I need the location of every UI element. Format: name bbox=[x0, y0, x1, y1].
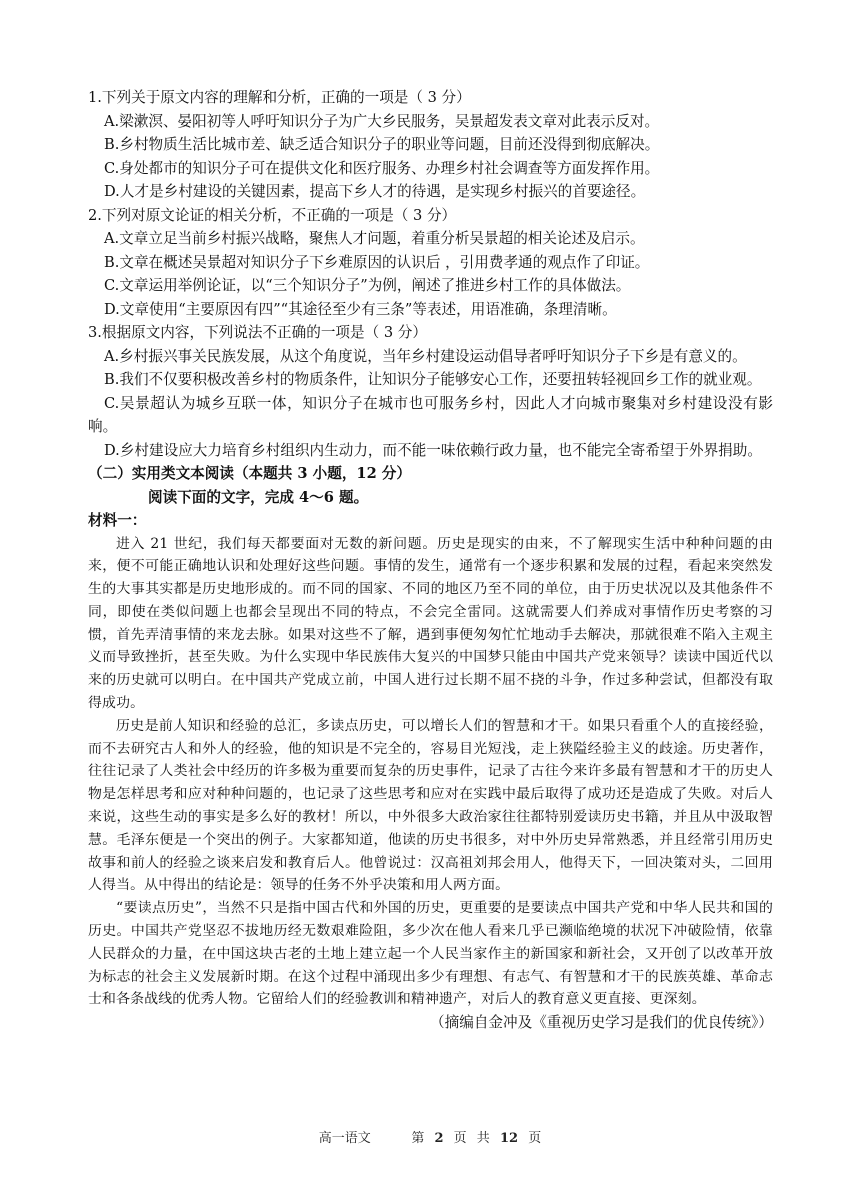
question-2-option-b: B.文章在概述吴景超对知识分子下乡难原因的认识后 ，引用费孝通的观点作了印证。 bbox=[104, 253, 650, 271]
footer-page-prefix: 第 bbox=[411, 1131, 425, 1146]
question-3-stem: 3.根据原文内容，下列说法不正确的一项是（ 3 分） bbox=[88, 324, 427, 341]
question-3-option-b: B.我们不仅要积极改善乡村的物质条件，让知识分子能够安心工作，还要扭转轻视回乡工作的就业观。 bbox=[104, 371, 762, 388]
material-paragraph-2: 历史是前人知识和经验的总汇，多读点历史，可以增长人们的智慧和才干。如果只看重个人的直接经验，而不去研究古人和外人的经验，他的知识是不完全的，容易目光短浅，走上狭隘经验主义的歧途。历史著作，往往记录了人类社会中经历的许多极为重要而复杂的历史事件，记录了古往今来许多最有智慧和才干的历史人物是怎样思考和应对种种问题的，也记录了这些思考和应对在实践中最后取得了成功还是造成了失败。对后人来说，这些生动的事实是多么好的教材！所以，中外很多大政治家往往都特别爱读历史书籍，并且从中汲取智慧。毛泽东便是一个突出的例子。大家都知道，他读的历史书很多，对中外历史异常熟悉，并且经常引用历史故事和前人的经验之谈来启发和教育后人。他曾说过：汉高祖刘邦会用人，他得天下，一回决策对头，二回用人得当。从中得出的结论是：领导的任务不外乎决策和用人两方面。 bbox=[88, 717, 773, 894]
question-1-stem: 1.下列关于原文内容的理解和分析，正确的一项是（ 3 分） bbox=[88, 89, 471, 106]
question-3-option-d: D.乡村建设应大力培育乡村组织内生动力，而不能一味依赖行政力量，也不能完全寄希望于外界捐助。 bbox=[104, 441, 762, 459]
material-paragraph-1: 进入 21 世纪，我们每天都要面对无数的新问题。历史是现实的由来，不了解现实生活中种种问题的由来，便不可能正确地认识和处理好这些问题。事情的发生，通常有一个逐步积累和发展的过程，看起来突然发生的大事其实都是历史地形成的。而不同的国家、不同的地区乃至不同的单位，由于历史状况以及其他条件不同，即使在类似问题上也都会呈现出不同的特点，不会完全雷同。这就需要人们养成对事情作历史考察的习惯，首先弄清事情的来龙去脉。如果对这些不了解，遇到事便匆匆忙忙地动手去解决，那就很难不陷入主观主义而导致挫折，甚至失败。为什么实现中华民族伟大复兴的中国梦只能由中国共产党来领导？读读中国近代以来的历史就可以明白。在中国共产党成立前，中国人进行过长期不屈不挠的斗争，作过多种尝试，但都没有取得成功。 bbox=[88, 535, 773, 712]
footer-page-suffix: 页 bbox=[528, 1131, 542, 1146]
question-1-option-d: D.人才是乡村建设的关键因素，提高下乡人才的待遇，是实现乡村振兴的首要途径。 bbox=[104, 183, 646, 200]
section-instruction: 阅读下面的文字，完成 4～6 题。 bbox=[148, 488, 369, 506]
material-paragraph-3: “要读点历史”，当然不只是指中国古代和外国的历史，更重要的是要读点中国共产党和中华人民共和国的历史。中国共产党坚忍不拔地历经无数艰难险阻，多少次在他人看来几乎已濒临绝境的状况下冲破险情，依靠人民群众的力量，在中国这块古老的土地上建立起一个人民当家作主的新国家和新社会，又开创了以改革开放为标志的社会主义发展新时期。在这个过程中涌现出多少有理想、有志气、有智慧和才干的民族英雄、革命志士和各条战线的优秀人物。它留给人们的经验教训和精神遗产，对后人的教育意义更直接、更深刻。 bbox=[88, 900, 773, 1008]
question-2-option-c: C.文章运用举例论证，以“三个知识分子”为例，阐述了推进乡村工作的具体做法。 bbox=[104, 277, 631, 294]
page-footer bbox=[0, 1127, 860, 1146]
question-2-stem: 2.下列对原文论证的相关分析，不正确的一项是（ 3 分） bbox=[88, 206, 457, 224]
question-3-option-a: A.乡村振兴事关民族发展，从这个角度说，当年乡村建设运动倡导者呼吁知识分子下乡是有意义的。 bbox=[104, 347, 747, 365]
page-content bbox=[88, 86, 773, 1035]
footer-page-number: 2 bbox=[434, 1131, 444, 1146]
material-source: （摘编自金冲及《重视历史学习是我们的优良传统》） bbox=[430, 1014, 773, 1032]
question-1-option-b: B.乡村物质生活比城市差、缺乏适合知识分子的职业等问题，目前还没得到彻底解决。 bbox=[104, 136, 660, 153]
section-heading: （二）实用类文本阅读（本题共 3 小题，12 分） bbox=[88, 465, 411, 482]
footer-page-mid: 页 共 bbox=[453, 1131, 490, 1146]
question-2-option-d: D.文章使用“主要原因有四”“其途径至少有三条”等表述，用语准确，条理清晰。 bbox=[104, 300, 617, 318]
footer-total-pages: 12 bbox=[499, 1131, 519, 1146]
question-2-option-a: A.文章立足当前乡村振兴战略，聚焦人才问题，着重分析吴景超的相关论述及启示。 bbox=[104, 230, 645, 247]
question-1-option-c: C.身处都市的知识分子可在提供文化和医疗服务、办理乡村社会调查等方面发挥作用。 bbox=[104, 159, 660, 177]
material-label: 材料一： bbox=[88, 512, 147, 529]
question-3-option-c: C.吴景超认为城乡互联一体，知识分子在城市也可服务乡村，因此人才向城市聚集对乡村建设没有影响。 bbox=[88, 394, 773, 435]
question-1-option-a: A.梁漱溟、晏阳初等人呼吁知识分子为广大乡民服务，吴景超发表文章对此表示反对。 bbox=[104, 112, 660, 130]
footer-subject: 高一语文 bbox=[318, 1131, 371, 1146]
